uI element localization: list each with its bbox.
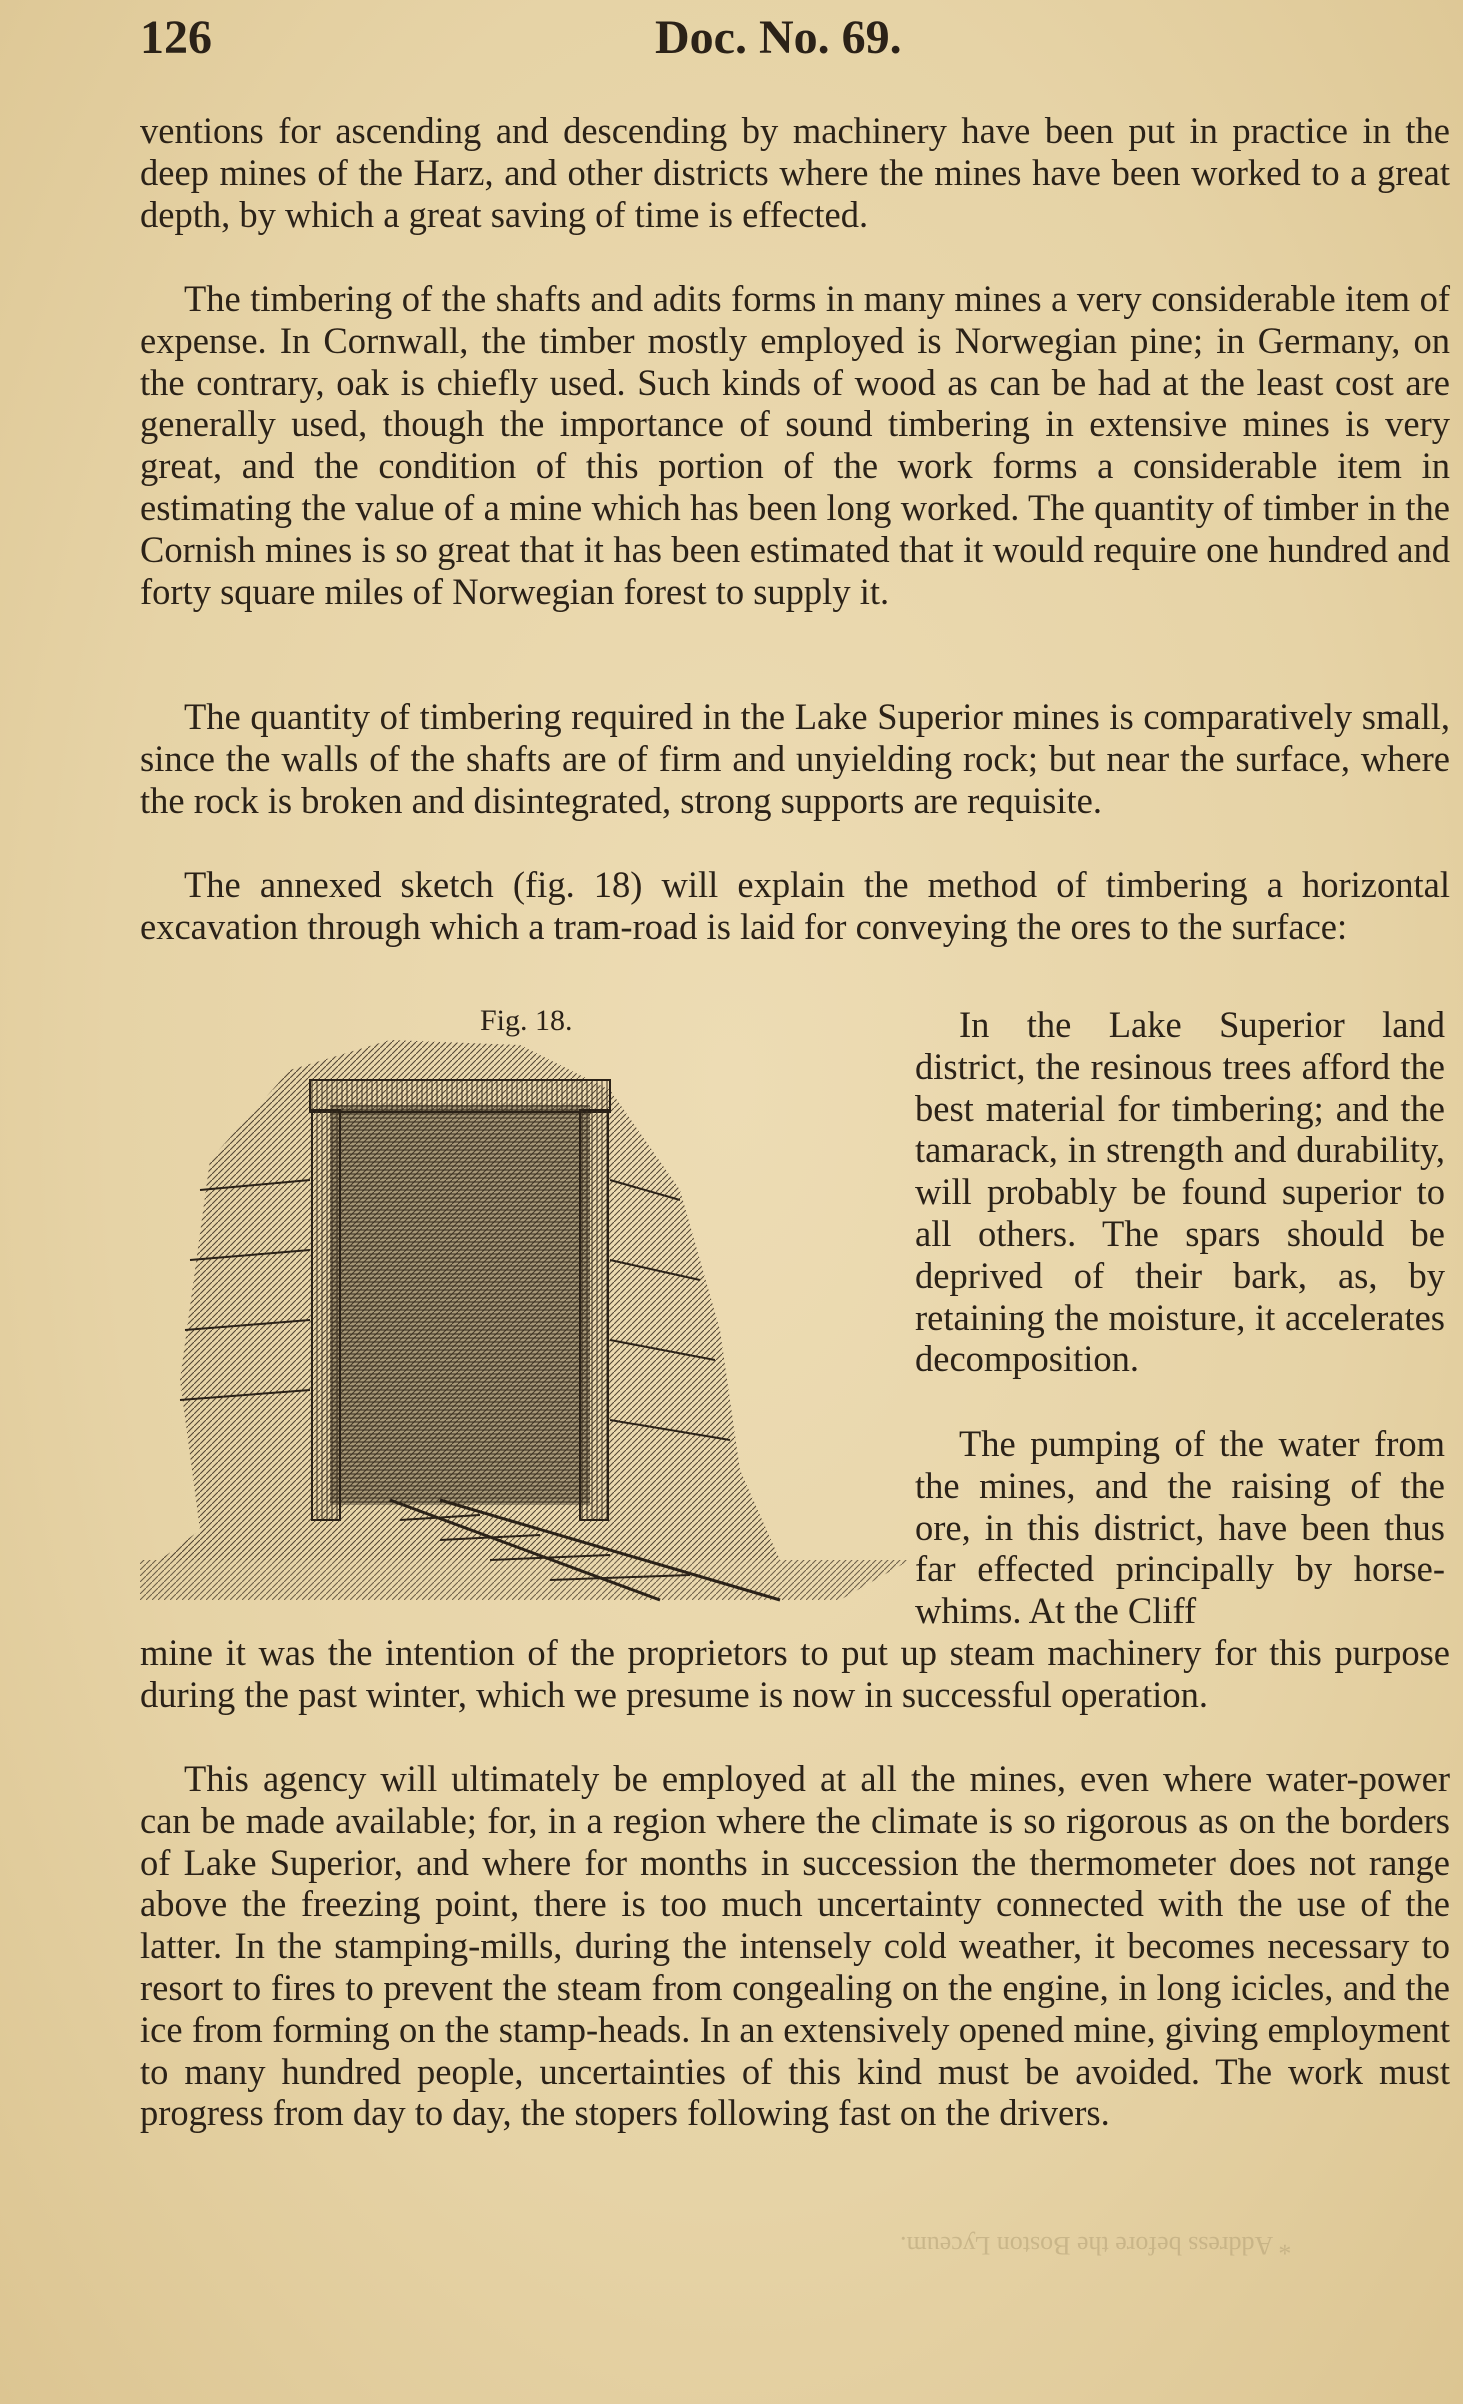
bleed-through-footnote: * Address before the Boston Lyceum. [900,2231,1292,2260]
sidebar-paragraph-2: The pumping of the water from the mines, and the raising of the ore, in this district, have been thus far effected principally by horse-whims. At the Cliff [915,1423,1445,1632]
paragraph-2: The timbering of the shafts and adits forms in many mines a very considerable item of expense. In Cornwall, the timber mostly employed is Norwegian pine; in Germany, on the contrary, oak is chiefly used. Such kinds of wood as can be had at the least cost are generally used, though the importance of sound timbering in extensive mines is very great, and the condition of this portion of the work forms a considerable item in estimating the value of a mine which has been long worked. The quantity of timber in the Cornish mines is so great that it has been estimated that it would require one hundred and forty square miles of Norwegian forest to supply it. [140,278,1450,612]
figure-caption: Fig. 18. [480,1004,573,1037]
page-number: 126 [140,11,212,64]
document-title: Doc. No. 69. [655,11,902,64]
paragraph-5: mine it was the intention of the proprietors to put up steam machinery for this purpose during the past winter, which we presume is now in successful operation. [140,1632,1450,1715]
sidebar-paragraph-1: In the Lake Superior land district, the resinous trees afford the best material for timbering; and the tamarack, in strength and durability, will probably be found superior to all others. The spars should be deprived of their bark, as, by retaining the moisture, it accelerates decomposition. [915,1004,1445,1380]
mine-timbering-illustration [140,1000,910,1630]
paragraph-6: This agency will ultimately be employed at all the mines, even where water-power can be made available; for, in a region where the climate is so rigorous as on the borders of Lake Superior, and where for months in succession the thermometer does not range above the freezing point, there is too much uncertainty connected with the use of the latter. In the stamping-mills, during the intensely cold weather, it becomes necessary to resort to fires to prevent the steam from congealing on the engine, in long icicles, and the ice from forming on the stamp-heads. In an extensively opened mine, giving employment to many hundred people, uncertainties of this kind must be avoided. The work must progress from day to day, the stopers following fast on the drivers. [140,1758,1450,2134]
paragraph-3: The quantity of timbering required in the Lake Superior mines is comparatively small, since the walls of the shafts are of firm and unyielding rock; but near the surface, where the rock is broken and disintegrated, strong supports are requisite. [140,696,1450,821]
paragraph-4: The annexed sketch (fig. 18) will explain the method of timbering a horizontal excavation through which a tram-road is laid for conveying the ores to the surface: [140,864,1450,947]
page-header [140,10,1440,70]
paragraph-1: ventions for ascending and descending by machinery have been put in practice in the deep mines of the Harz, and other districts where the mines have been worked to a great depth, by which a great saving of time is effected. [140,110,1450,235]
